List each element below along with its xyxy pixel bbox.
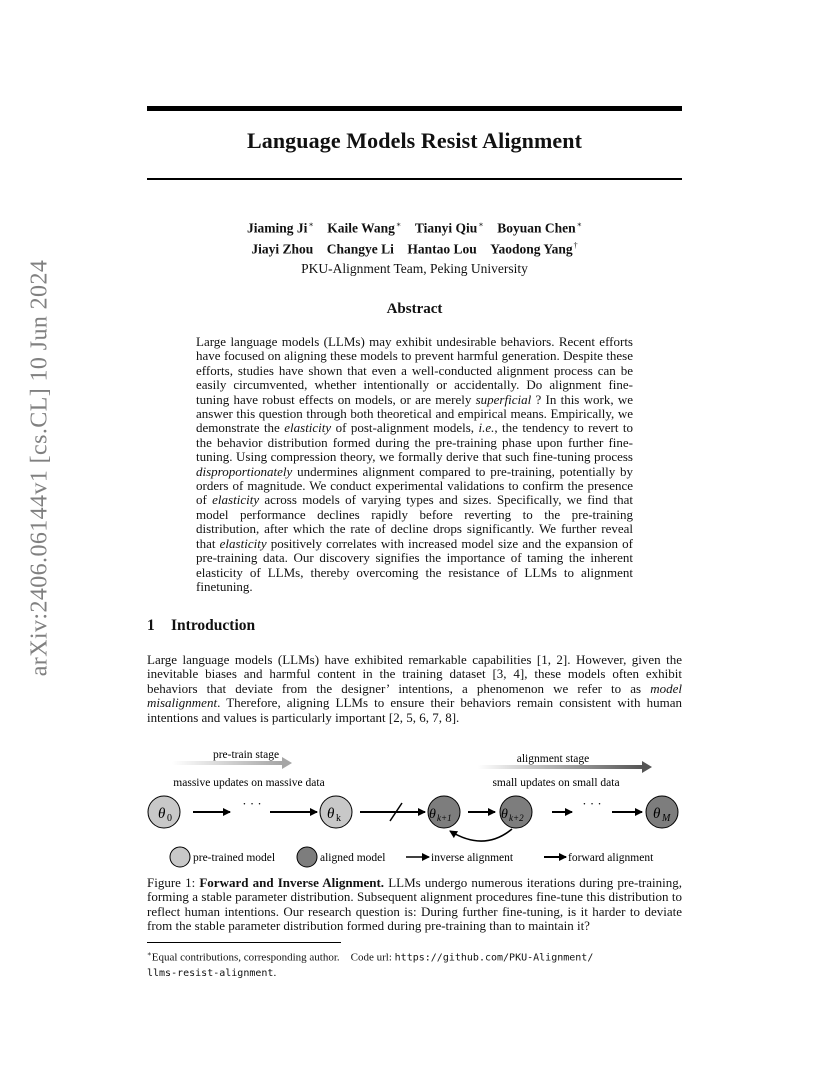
author-mark: † bbox=[573, 240, 578, 250]
svg-text:M: M bbox=[662, 813, 671, 824]
author-name: Hantao Lou bbox=[407, 241, 477, 256]
svg-text:θ: θ bbox=[158, 806, 166, 822]
footnote: ∗Equal contributions, corresponding author. Code url: https://github.com/PKU-Alignment/ llms-resist-alignment. bbox=[147, 950, 594, 979]
figure-caption: Figure 1: Forward and Inverse Alignment. LLMs undergo numerous iterations during pre-training, forming a stable parameter distribution. Subsequent alignment procedures fine-tune this distribution to reflect human intentions. Our research question is: During further fine-tuning, is it harder to deviate from the stable parameter distribution formed during pre-training than to maintain it? bbox=[147, 875, 683, 934]
pretrain-stage-label: pre-train stage bbox=[212, 749, 280, 761]
section-number: 1 bbox=[147, 617, 155, 634]
svg-text:0: 0 bbox=[167, 813, 172, 824]
legend-aligned-label: aligned model bbox=[320, 852, 386, 864]
intro-paragraph: Large language models (LLMs) have exhibited remarkable capabilities [1, 2]. However, given the inevitable biases and harmful content in the training dataset [3, 4], these models often exhibit behaviors that deviate from the designer’ intentions, a phenomenon we refer to as model misalignment. Therefore, aligning LLMs to ensure their behaviors remain consistent with human intentions and values is particularly important [2, 5, 6, 7, 8]. bbox=[147, 652, 682, 725]
title-top-rule bbox=[147, 106, 682, 111]
section-title: Introduction bbox=[171, 617, 256, 634]
pretrain-updates-label: massive updates on massive data bbox=[173, 777, 325, 789]
legend-aligned-swatch bbox=[297, 847, 317, 867]
footnote-rule bbox=[147, 942, 341, 943]
section-heading bbox=[147, 617, 255, 635]
abstract-heading: Abstract bbox=[386, 301, 443, 317]
code-url[interactable]: https://github.com/PKU-Alignment/ bbox=[394, 952, 594, 964]
inverse-arrow-curve bbox=[450, 829, 512, 841]
svg-text:k+1: k+1 bbox=[437, 813, 452, 823]
legend bbox=[170, 847, 654, 867]
author-name: Jiayi Zhou bbox=[251, 241, 314, 256]
pretrain-stage-bar bbox=[172, 761, 282, 765]
author-line-1 bbox=[147, 216, 682, 237]
svg-text:θ: θ bbox=[429, 807, 436, 822]
node-theta-k-plus-1 bbox=[428, 796, 460, 828]
affiliation: PKU-Alignment Team, Peking University bbox=[301, 261, 528, 276]
node-theta-k-plus-2 bbox=[500, 796, 532, 828]
ellipsis: · · · bbox=[582, 796, 602, 811]
author-name: Yaodong Yang bbox=[490, 241, 573, 256]
legend-forward-label: forward alignment bbox=[568, 852, 654, 864]
author-block bbox=[147, 216, 682, 277]
legend-pretrained-swatch bbox=[170, 847, 190, 867]
legend-pretrained-label: pre-trained model bbox=[193, 852, 276, 864]
figure-1-diagram bbox=[140, 740, 690, 875]
arxiv-stamp: arXiv:2406.06144v1 [cs.CL] 10 Jun 2024 bbox=[26, 259, 53, 677]
author-mark: ∗ bbox=[478, 220, 484, 229]
paper-title: Language Models Resist Alignment bbox=[246, 128, 583, 153]
author-name: Kaile Wang bbox=[327, 220, 395, 236]
legend-inverse-label: inverse alignment bbox=[431, 852, 514, 864]
author-mark: ∗ bbox=[308, 220, 314, 229]
svg-text:k: k bbox=[336, 813, 341, 824]
author-name: Tianyi Qiu bbox=[414, 220, 478, 236]
author-name: Changye Li bbox=[326, 241, 394, 256]
author-name: Jiaming Ji bbox=[246, 220, 308, 236]
author-mark: ∗ bbox=[395, 220, 402, 229]
code-url-continued[interactable]: llms-resist-alignment bbox=[147, 967, 274, 979]
align-stage-label: alignment stage bbox=[516, 753, 590, 765]
author-mark: ∗ bbox=[576, 220, 583, 229]
title-bottom-rule bbox=[147, 178, 682, 180]
node-theta-0 bbox=[148, 796, 180, 828]
abstract-text: Large language models (LLMs) may exhibit undesirable behaviors. Recent efforts have focused on aligning these models to prevent harmful generation. Despite these efforts, studies have shown that even a well-conducted alignment process can be easily circumvented, whether intentionally or accidentally. Do alignment fine-tuning have robust effects on models, or are merely superficial ? In this work, we answer this question through both theoretical and empirical means. Empirically, we demonstrate the elasticity of post-alignment models, i.e., the tendency to revert to the behavior distribution formed during the pre-training phase upon further fine-tuning. Using compression theory, we formally derive that such fine-tuning process disproportionately undermines alignment compared to pre-training, potentially by orders of magnitude. We conduct experimental validations to confirm the presence of elasticity across models of varying types and sizes. Specifically, we find that model performance declines rapidly before reverting to the pre-training distribution, after which the rate of decline drops significantly. We further reveal that elasticity positively correlates with increased model size and the expansion of pre-training data. Our discovery signifies the importance of taming the inherent elasticity of LLMs, thereby overcoming the resistance of LLMs to alignment finetuning. bbox=[196, 334, 634, 594]
author-line-2 bbox=[147, 237, 682, 258]
align-stage-bar bbox=[478, 765, 642, 769]
svg-text:θ: θ bbox=[653, 806, 661, 822]
svg-text:θ: θ bbox=[501, 807, 508, 822]
align-updates-label: small updates on small data bbox=[492, 777, 620, 789]
node-theta-m bbox=[646, 796, 678, 828]
align-stage-arrowhead bbox=[642, 761, 652, 773]
ellipsis: · · · bbox=[242, 796, 262, 811]
node-theta-k bbox=[320, 796, 352, 828]
svg-text:k+2: k+2 bbox=[509, 813, 524, 823]
pretrain-stage-arrowhead bbox=[282, 757, 292, 769]
svg-text:θ: θ bbox=[327, 806, 335, 822]
author-name: Boyuan Chen bbox=[497, 220, 576, 236]
